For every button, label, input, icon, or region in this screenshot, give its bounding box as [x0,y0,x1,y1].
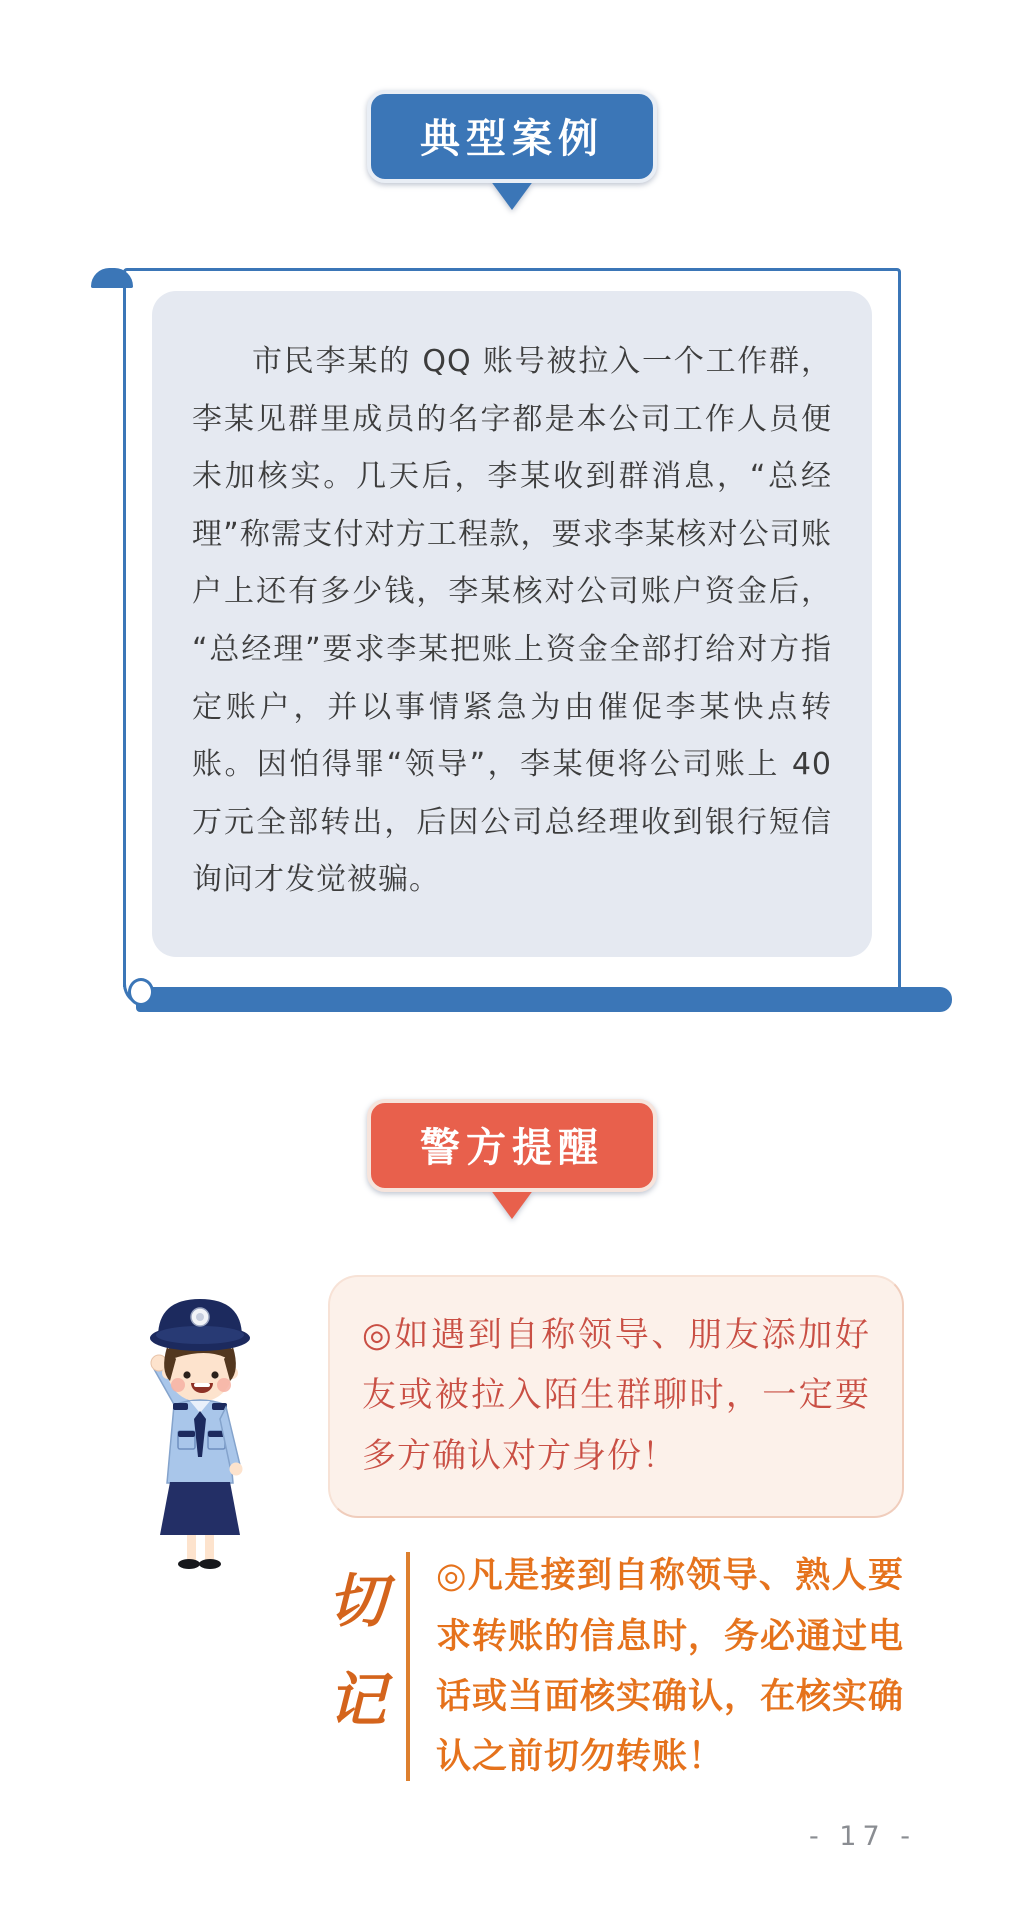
typical-case-badge [367,90,657,210]
scroll-top-curl [91,268,133,288]
typical-case-badge-pointer [490,180,534,210]
speech-bubble-text: ◎如遇到自称领导、朋友添加好友或被拉入陌生群聊时，一定要多方确认对方身份！ [362,1314,870,1476]
speech-bubble [328,1275,904,1519]
police-reminder-section [100,1275,1024,1787]
scroll-roll-curl [128,978,154,1006]
police-reminder-badge-pointer [490,1189,534,1219]
police-reminder-content [328,1275,904,1787]
remember-block [328,1546,904,1787]
remember-divider [406,1552,410,1781]
case-text-panel [152,291,872,957]
remember-label: 切记 [328,1567,387,1735]
policewoman-salute-icon [128,1275,278,1575]
page-number: - 17 - [808,1821,916,1853]
police-officer-illustration [100,1275,328,1787]
typical-case-badge-label: 典型案例 [367,90,657,183]
police-reminder-badge-label: 警方提醒 [367,1099,657,1192]
remember-text: ◎凡是接到自称领导、熟人要求转账的信息时，务必通过电话或当面核实确认，在核实确认之前切勿转账！ [436,1556,905,1778]
case-body-text: 市民李某的 QQ 账号被拉入一个工作群，李某见群里成员的名字都是本公司工作人员便未加核实。几天后，李某收到群消息，“总经理”称需支付对方工程款，要求李某核对公司账户上还有多少钱，李某核对公司账户资金后，“总经理”要求李某把账上资金全部打给对方指定账户，并以事情紧急为由催促李某快点转账。因怕得罪“领导”，李某便将公司账上 40 万元全部转出，后因公司总经理收到银行短信询问才发觉被骗。 [192,344,832,898]
scroll-bottom-roll [136,987,952,1012]
police-reminder-badge [367,1099,657,1219]
case-scroll-panel [123,268,901,987]
